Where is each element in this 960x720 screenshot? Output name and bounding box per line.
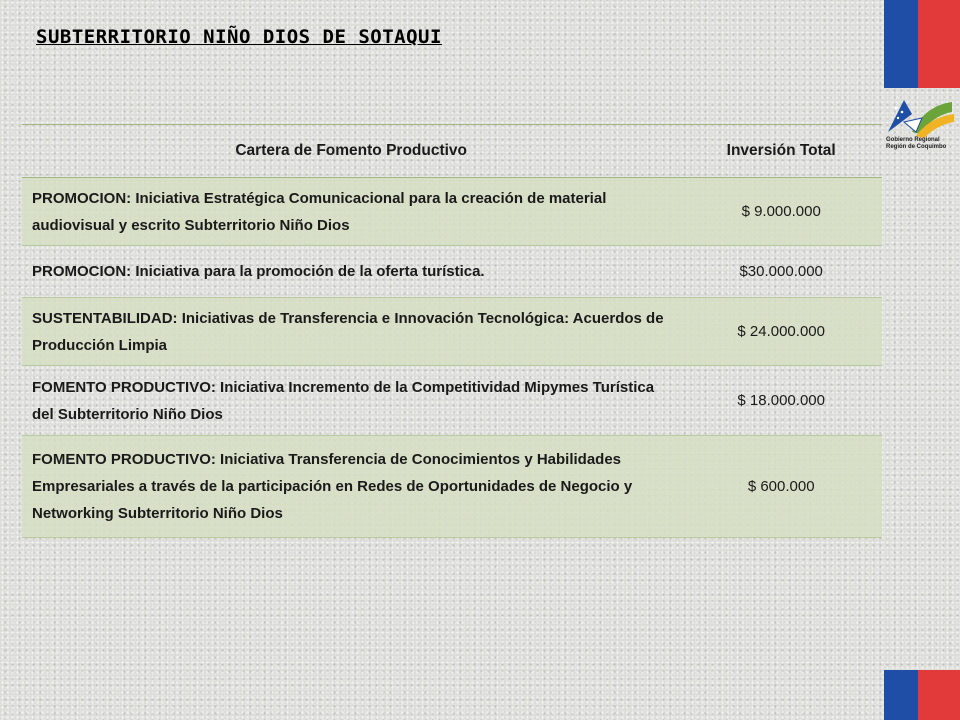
flag-red-band xyxy=(918,0,960,88)
column-header-cartera: Cartera de Fomento Productivo xyxy=(22,125,680,178)
row-description: FOMENTO PRODUCTIVO: Iniciativa Incremento de la Competitividad Mipymes Turística del Subterritorio Niño Dios xyxy=(22,366,680,436)
logo-caption xyxy=(886,137,948,151)
gobierno-regional-logo-icon xyxy=(882,92,956,172)
table-row xyxy=(22,298,882,366)
logo-line-1: Gobierno Regional xyxy=(886,137,940,143)
flag-bottom-strip xyxy=(884,670,960,720)
logo-line-2: Región de Coquimbo xyxy=(886,144,947,150)
table-row xyxy=(22,246,882,298)
table-header-row xyxy=(22,125,882,178)
row-description: FOMENTO PRODUCTIVO: Iniciativa Transferencia de Conocimientos y Habilidades Empresariales a través de la participación en Redes de Oportunidades de Negocio y Networking Subterritorio Niño Dios xyxy=(22,436,680,538)
column-header-inversion: Inversión Total xyxy=(680,125,882,178)
flag-top-strip xyxy=(884,0,960,88)
row-amount: $ 9.000.000 xyxy=(680,178,882,246)
table-row xyxy=(22,436,882,538)
row-description: PROMOCION: Iniciativa para la promoción de la oferta turística. xyxy=(22,246,680,298)
table-row xyxy=(22,366,882,436)
flag-red-band xyxy=(918,670,960,720)
row-amount: $ 18.000.000 xyxy=(680,366,882,436)
row-amount: $ 24.000.000 xyxy=(680,298,882,366)
flag-blue-band xyxy=(884,670,918,720)
row-amount: $ 600.000 xyxy=(680,436,882,538)
investment-table xyxy=(22,124,882,538)
row-description: PROMOCION: Iniciativa Estratégica Comunicacional para la creación de material audiovisual y escrito Subterritorio Niño Dios xyxy=(22,178,680,246)
row-amount: $30.000.000 xyxy=(680,246,882,298)
flag-blue-band xyxy=(884,0,918,88)
row-description: SUSTENTABILIDAD: Iniciativas de Transferencia e Innovación Tecnológica: Acuerdos de Producción Limpia xyxy=(22,298,680,366)
page-title: SUBTERRITORIO NIÑO DIOS DE SOTAQUI xyxy=(36,26,442,48)
table-row xyxy=(22,178,882,246)
